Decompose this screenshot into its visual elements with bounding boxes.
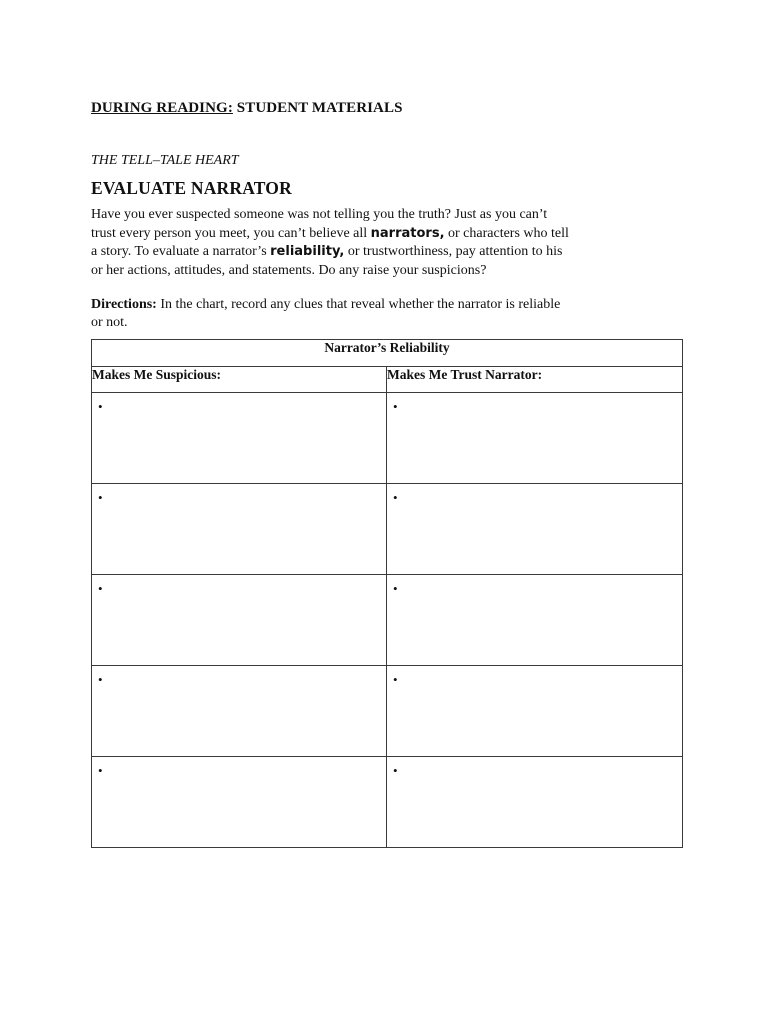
keyword-narrators: narrators, xyxy=(370,225,445,241)
suspicious-entry-cell[interactable] xyxy=(92,393,387,484)
bullet-point: • xyxy=(393,399,398,414)
suspicious-entry-cell[interactable] xyxy=(92,575,387,666)
chart-row xyxy=(92,484,683,575)
intro-line xyxy=(91,225,611,244)
bullet-point: • xyxy=(393,763,398,778)
trust-entry-cell[interactable] xyxy=(387,757,683,848)
trust-entry-cell[interactable] xyxy=(387,393,683,484)
directions-paragraph xyxy=(91,296,611,332)
header-label: DURING READING: xyxy=(91,100,233,116)
intro-line: Have you ever suspected someone was not telling you the truth? Just as you can’t xyxy=(91,207,548,222)
page-title: EVALUATE NARRATOR xyxy=(91,178,292,198)
column-header-trust: Makes Me Trust Narrator: xyxy=(387,367,683,393)
intro-line: or her actions, attitudes, and statements. Do any raise your suspicions? xyxy=(91,262,487,278)
chart-header-row xyxy=(92,367,683,393)
trust-entry-cell[interactable] xyxy=(387,666,683,757)
bullet-point: • xyxy=(98,399,103,414)
bullet-point: • xyxy=(393,581,398,596)
directions-text: In the chart, record any clues that reveal whether the narrator is reliable xyxy=(156,297,561,312)
chart-row xyxy=(92,575,683,666)
section-header xyxy=(91,100,403,117)
chart-row xyxy=(92,757,683,848)
bullet-point: • xyxy=(393,672,398,687)
bullet-point: • xyxy=(98,763,103,778)
directions-line: or not. xyxy=(91,315,128,330)
suspicious-entry-cell[interactable] xyxy=(92,757,387,848)
chart-title: Narrator’s Reliability xyxy=(92,340,683,367)
directions-line xyxy=(91,296,611,314)
reliability-chart xyxy=(91,339,683,848)
intro-paragraph xyxy=(91,206,611,280)
column-header-suspicious: Makes Me Suspicious: xyxy=(92,367,387,393)
intro-text: or trustworthiness, pay attention to his xyxy=(344,244,563,259)
suspicious-entry-cell[interactable] xyxy=(92,484,387,575)
directions-label: Directions: xyxy=(91,297,157,312)
trust-entry-cell[interactable] xyxy=(387,484,683,575)
chart-title-row xyxy=(92,340,683,367)
chart-row xyxy=(92,666,683,757)
bullet-point: • xyxy=(98,490,103,505)
intro-text: a story. To evaluate a narrator’s xyxy=(91,244,271,259)
suspicious-entry-cell[interactable] xyxy=(92,666,387,757)
chart-row xyxy=(92,393,683,484)
trust-entry-cell[interactable] xyxy=(387,575,683,666)
header-label-rest: STUDENT MATERIALS xyxy=(232,100,403,116)
bullet-point: • xyxy=(98,672,103,687)
bullet-point: • xyxy=(98,581,103,596)
keyword-reliability: reliability, xyxy=(270,244,345,259)
bullet-point: • xyxy=(393,490,398,505)
intro-text: trust every person you meet, you can’t believe all xyxy=(91,225,371,241)
story-title: THE TELL–TALE HEART xyxy=(91,153,239,168)
intro-line xyxy=(91,243,611,262)
intro-text: or characters who tell xyxy=(444,225,569,241)
